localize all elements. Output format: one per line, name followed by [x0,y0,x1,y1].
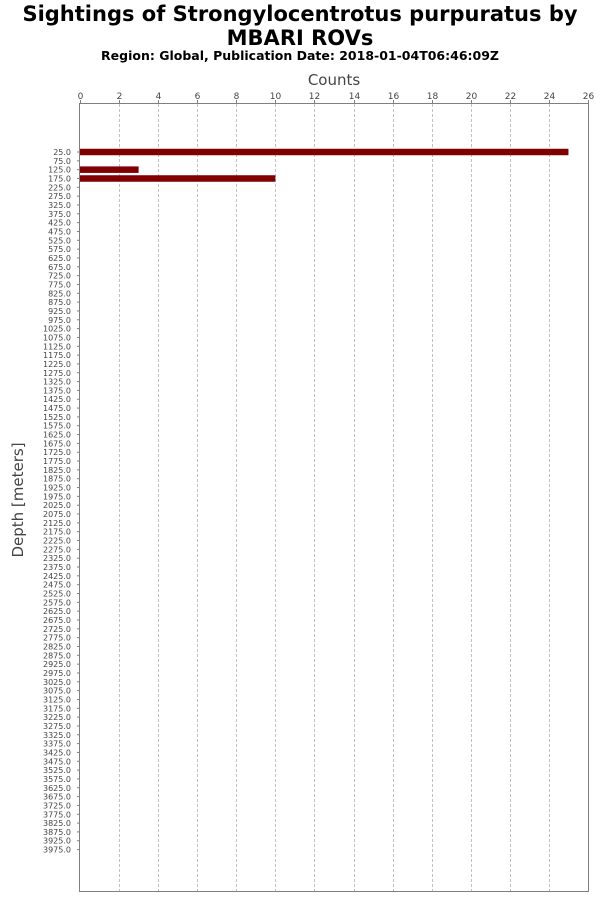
y-tick-label: 3975.0 [43,845,71,855]
grid-lines [120,104,589,891]
y-tick-label: 3075.0 [43,686,71,696]
y-tick-label: 1125.0 [43,342,71,352]
y-tick-label: 575.0 [48,245,71,255]
y-tick-label: 1925.0 [43,483,71,493]
y-tick-label: 375.0 [48,209,71,219]
y-tick-label: 675.0 [48,262,71,272]
x-axis-ticks [78,92,595,104]
y-tick-label: 2525.0 [43,589,71,599]
bar [80,175,275,182]
y-tick-label: 3475.0 [43,757,71,767]
bars [80,149,568,182]
y-tick-label: 2575.0 [43,598,71,608]
y-tick-label: 3325.0 [43,730,71,740]
x-tick-label: 26 [582,92,595,102]
y-tick-label: 2175.0 [43,527,71,537]
y-tick-label: 2425.0 [43,571,71,581]
y-tick-label: 1675.0 [43,439,71,449]
y-axis-label: Depth [meters] [9,442,27,558]
x-tick-label: 0 [77,92,84,102]
x-tick-label: 12 [308,92,321,102]
y-tick-label: 1775.0 [43,457,71,467]
y-tick-label: 3375.0 [43,739,71,749]
y-tick-label: 3725.0 [43,801,71,811]
y-tick-label: 425.0 [48,218,71,228]
y-tick-label: 825.0 [48,289,71,299]
y-tick-label: 3925.0 [43,836,71,846]
x-tick-label: 6 [194,92,201,102]
x-tick-label: 18 [426,92,439,102]
y-tick-label: 2125.0 [43,518,71,528]
y-tick-label: 1825.0 [43,465,71,475]
y-tick-label: 225.0 [48,183,71,193]
x-tick-label: 20 [465,92,478,102]
y-tick-label: 2825.0 [43,642,71,652]
y-tick-label: 3625.0 [43,783,71,793]
y-tick-label: 775.0 [48,280,71,290]
y-tick-label: 3525.0 [43,766,71,776]
y-tick-label: 3225.0 [43,713,71,723]
y-tick-label: 125.0 [48,165,71,175]
y-tick-label: 2725.0 [43,624,71,634]
y-tick-label: 1525.0 [43,412,71,422]
y-tick-label: 2675.0 [43,615,71,625]
chart-subtitle: Region: Global, Publication Date: 2018-01-04T06:46:09Z [101,48,499,63]
y-tick-label: 475.0 [48,227,71,237]
y-tick-label: 1875.0 [43,474,71,484]
bar [80,166,139,173]
y-tick-label: 1225.0 [43,359,71,369]
y-tick-label: 1725.0 [43,448,71,458]
y-tick-label: 2775.0 [43,633,71,643]
y-tick-label: 2475.0 [43,580,71,590]
y-tick-label: 75.0 [53,156,71,166]
x-tick-label: 24 [543,92,556,102]
y-tick-label: 1075.0 [43,333,71,343]
y-tick-label: 3425.0 [43,748,71,758]
y-tick-label: 1275.0 [43,368,71,378]
y-tick-label: 3175.0 [43,704,71,714]
y-tick-label: 1425.0 [43,395,71,405]
y-tick-label: 875.0 [48,298,71,308]
y-tick-label: 1325.0 [43,377,71,387]
y-tick-label: 2875.0 [43,651,71,661]
y-tick-label: 3675.0 [43,792,71,802]
y-tick-label: 3825.0 [43,819,71,829]
chart-title: Sightings of Strongylocentrotus purpuratus by MBARI ROVs [22,2,578,50]
y-tick-label: 1575.0 [43,421,71,431]
y-tick-label: 2275.0 [43,545,71,555]
y-axis-ticks [43,148,80,855]
y-tick-label: 2075.0 [43,510,71,520]
y-tick-label: 625.0 [48,253,71,263]
y-tick-label: 2625.0 [43,607,71,617]
x-tick-label: 22 [504,92,517,102]
y-tick-label: 1375.0 [43,386,71,396]
y-tick-label: 175.0 [48,174,71,184]
y-tick-label: 975.0 [48,315,71,325]
y-tick-label: 3125.0 [43,695,71,705]
y-tick-label: 1975.0 [43,492,71,502]
y-tick-label: 3875.0 [43,827,71,837]
y-tick-label: 2375.0 [43,563,71,573]
y-tick-label: 2325.0 [43,554,71,564]
y-tick-label: 3275.0 [43,721,71,731]
y-tick-label: 525.0 [48,236,71,246]
y-tick-label: 3025.0 [43,677,71,687]
y-tick-label: 2025.0 [43,501,71,511]
bar [80,149,568,156]
y-tick-label: 725.0 [48,271,71,281]
x-tick-label: 8 [233,92,240,102]
y-tick-label: 275.0 [48,192,71,202]
x-tick-label: 4 [155,92,162,102]
y-tick-label: 25.0 [53,148,71,157]
plot-area-frame [80,104,589,892]
y-tick-label: 2925.0 [43,660,71,670]
y-tick-label: 3775.0 [43,810,71,820]
y-tick-label: 2225.0 [43,536,71,546]
y-tick-label: 1025.0 [43,324,71,334]
x-tick-label: 16 [387,92,400,102]
y-tick-label: 925.0 [48,306,71,316]
y-tick-label: 1175.0 [43,351,71,361]
x-axis-label: Counts [307,71,361,89]
y-tick-label: 2975.0 [43,668,71,678]
y-tick-label: 325.0 [48,200,71,210]
x-tick-label: 14 [348,92,361,102]
x-tick-label: 2 [116,92,123,102]
x-tick-label: 10 [269,92,282,102]
y-tick-label: 1625.0 [43,430,71,440]
y-tick-label: 1475.0 [43,404,71,414]
y-tick-label: 3575.0 [43,774,71,784]
